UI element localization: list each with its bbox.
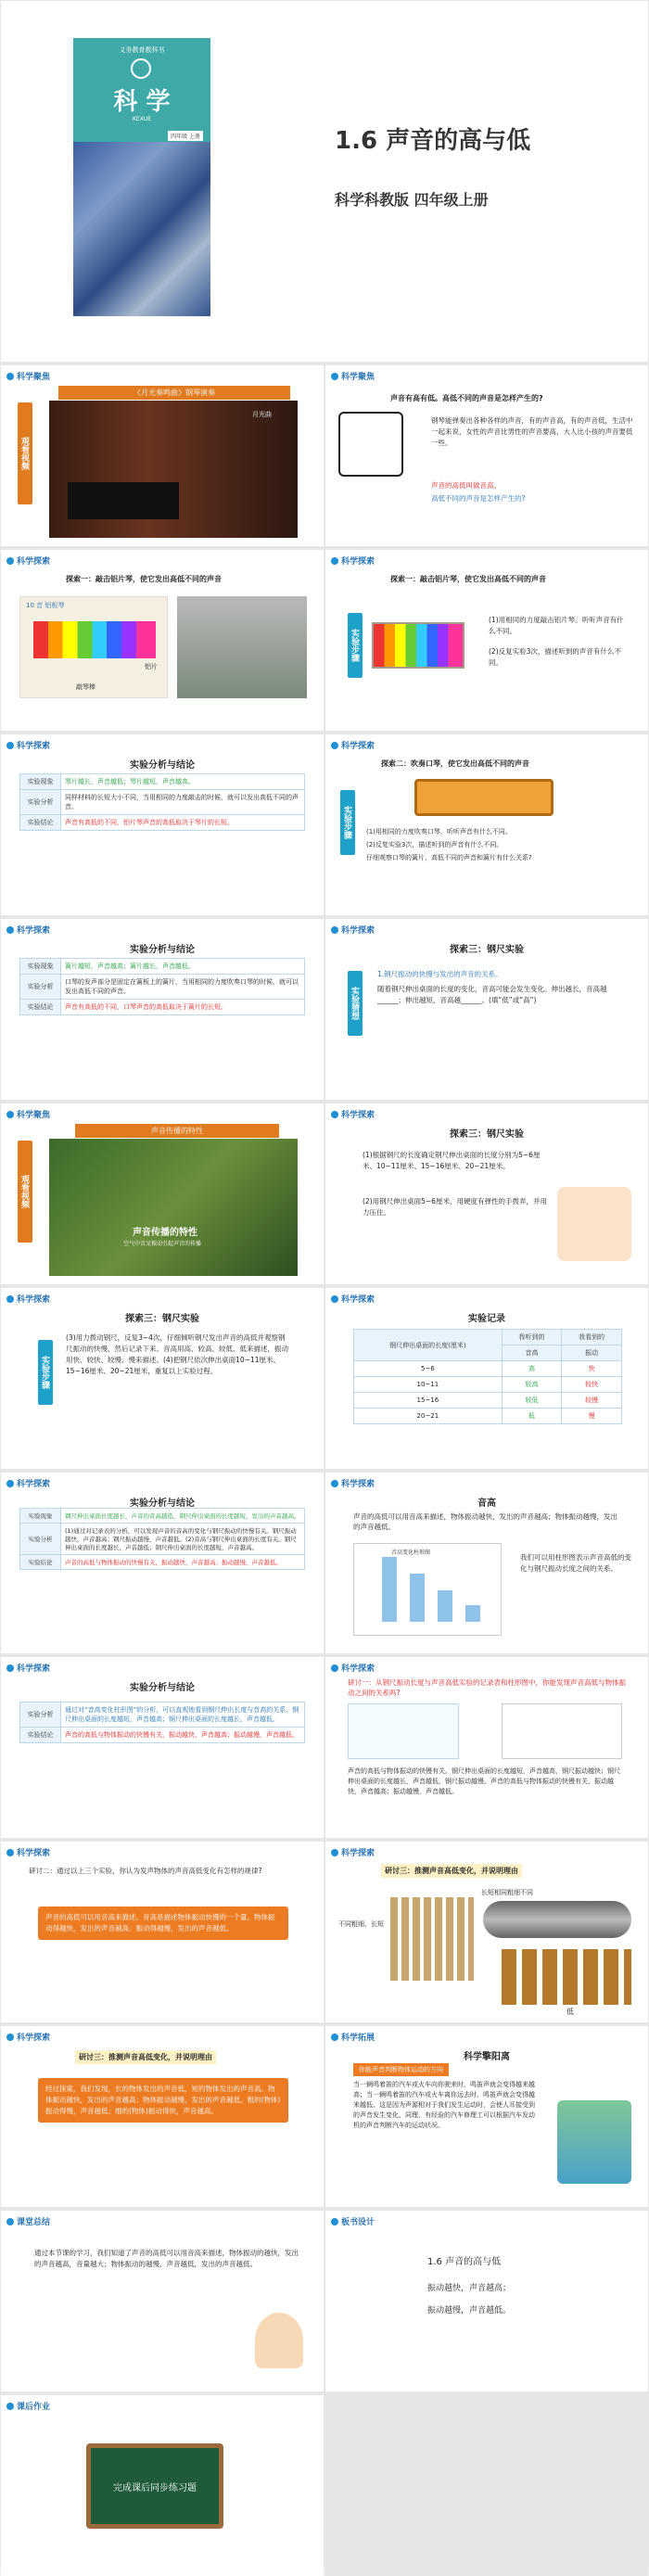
row-body: 声音的高低与物体振动的快慢有关，振动越快，声音越高；振动越慢，声音越低。 [61,1555,305,1570]
slide-analysis1[interactable] [1,734,324,915]
col-heard: 我听到的 [502,1330,562,1345]
dot-icon [6,1111,14,1118]
row-head: 实验分析 [20,975,61,1000]
section-tag [331,739,375,751]
side-label: 实验步骤 [340,790,355,855]
section-tag [6,1108,50,1120]
book-cover-image [73,142,210,316]
edition-label: 科学科教版 四年级上册 [335,191,489,209]
guess-q1: 1.钢尺振动的快慢与发出的声音的关系。 [377,970,503,978]
row-head: 实验结论 [20,815,61,831]
section-tag [6,924,50,936]
slide-explore1-image[interactable] [1,550,324,731]
xylophone-small [372,622,464,669]
tubes-image [390,1897,474,1981]
section-tag [331,370,375,382]
table-row [20,774,305,790]
table-row [354,1377,622,1393]
section-tag [6,2400,50,2412]
cell-vibration: 较快 [562,1377,622,1393]
highlight-2: 高低不同的声音是怎样产生的? [431,494,526,503]
dot-icon [6,926,14,934]
step-2: (2)用钢尺伸出桌面5~6厘米，用硬度有弹性的手拨弄，并用力压住。 [363,1197,547,1217]
section-tag [331,1477,375,1489]
section-tag [331,1662,375,1674]
row-body: 簧片越短，声音越高；簧片越长，声音越低。 [61,959,305,975]
tag-label: 科学探索 [17,1295,51,1305]
section-tag [331,555,375,567]
table-row [20,959,305,975]
label-same-length: 长短相同粗细不同 [481,1889,533,1896]
cell-vibration: 快 [562,1361,622,1377]
pitch-text: 声音的高低可以用音高来描述，物体振动越快，发出的声音越高；物体振动越慢，发出的声音越低。 [353,1512,617,1531]
tag-label: 课堂总结 [17,2218,51,2227]
harmonica-image [414,779,554,816]
tag-label: 科学探索 [341,1849,375,1858]
dot-icon [331,373,338,380]
row-head: 实验现象 [20,1509,61,1524]
row-body: 琴片越长，声音越低；琴片越短，声音越高。 [61,774,305,790]
section-tag [331,924,375,936]
tag-label: 科学探索 [17,557,51,567]
table-header [354,1330,622,1345]
books-image [557,2100,631,2184]
section-tag [6,739,50,751]
slide-video-piano[interactable] [1,365,324,546]
side-label: 观看视频 [18,402,32,504]
dot-icon [331,926,338,934]
slide-title: 研讨三：推测声音高低变化，并说明理由 [75,2050,216,2064]
mallet-label: 敲琴棒 [76,683,95,691]
slide-title: 实验分析与结论 [130,945,195,955]
book-grade: 四年级 上册 [168,131,203,141]
expand-text: 当一辆鸣着笛的汽车或火车向你驶来时，鸣笛声就会变得越来越高；当一辆鸣着笛的汽车或火车离你远去时，鸣笛声就会变得越来越低。这是因为声源相对于我们发生运动时，会使人耳接受到的声音发生变化，同理，有经验的汽车修理工可以根据汽车发动机的声音判断汽车的运动状况。 [353,2081,535,2129]
chalkboard [86,2443,223,2529]
cell-length: 10~11 [354,1377,503,1393]
slide-discussion3-answer[interactable] [1,2026,324,2207]
cell-pitch: 低 [502,1409,562,1424]
tag-label: 课后作业 [17,2403,51,2412]
row-body: 口琴的发声部分是固定在簧板上的簧片，当用相同的力度吹奏口琴的时候，就可以发出高低不同的声音。 [61,975,305,1000]
dot-icon [6,373,14,380]
chart-bar [438,1590,452,1622]
slide-title: 探索三：钢尺实验 [125,1314,199,1324]
video-banner: 《月光奏鸣曲》钢琴演奏 [58,386,290,400]
analysis-table [19,1702,305,1743]
side-label: 实验猜想 [348,971,363,1036]
cell-vibration: 较慢 [562,1393,622,1409]
slide-title: 实验分析与结论 [130,760,195,771]
row-head: 实验分析 [20,1524,61,1555]
row-body: 声音有高低的不同，铝片琴声音的高低取决于琴片的长短。 [61,815,305,831]
lesson-title: 1.6 声音的高与低 [335,127,531,155]
board-text: 完成课后同步练习题 [113,2483,197,2493]
tag-label: 科学探索 [341,1295,375,1305]
slide-title: 探索三：钢尺实验 [450,1129,524,1140]
slide-homework[interactable] [1,2395,324,2576]
dot-icon [331,742,338,749]
book-emblem [131,58,151,79]
book-cover [73,38,210,316]
xylophone-label: 10 音 铝板琴 [26,602,65,609]
xylophone-image [19,596,168,698]
discussion-question: 研讨一：从钢尺振动长度与声音高低实验的记录表和柱形图中，你能发现声音高低与物体振动之间的关系吗? [348,1678,626,1697]
step-2: (2)反复实验3次，描述听到的声音有什么不同。 [366,841,503,848]
slide-title: 实验分析与结论 [130,1683,195,1693]
tag-label: 科学探索 [17,1664,51,1674]
dot-icon [6,1295,14,1303]
section-tag [6,370,50,382]
slide-title: 研讨三：推测声音高低变化，并说明理由 [381,1864,522,1878]
question-text: 声音有高有低。高低不同的声音是怎样产生的? [390,394,543,402]
video-player[interactable] [49,401,298,538]
row-head: 实验分析 [20,1702,61,1728]
chart-bar [465,1605,480,1622]
tag-label: 科学拓展 [341,2034,375,2043]
slide-title: 音高 [477,1498,496,1509]
dot-icon [6,2403,14,2410]
slide-pitch[interactable] [325,1473,648,1653]
method-text: (3)用力拨动钢尺，反复3~4次，仔细倾听钢尺发出声音的高低并观察钢尺振动的快慢，然后记录下来。音高用高、较高、较低、低来描述，振动用快、较快、较慢、慢来描述。(4)把钢尺依次伸出桌面10~11厘米、15~16厘米、20~21厘米，重复以上实验过程。 [66,1333,288,1375]
dot-icon [6,1849,14,1856]
table-row [20,1555,305,1570]
table-row [354,1393,622,1409]
side-label: 实验步骤 [348,613,363,678]
chart-label: 音高变化柱形图 [391,1549,431,1556]
dot-icon [331,1295,338,1303]
student-illustration [557,1187,631,1261]
table-row [20,1702,305,1728]
slide-discussion3-image[interactable] [325,1842,648,2022]
row-body: (1)通过对记录表的分析，可以发现声音的音高的变化与钢尺振动的快慢有关。钢尺振动越快，声音越高；钢尺振动越慢，声音越低。(2)音高与钢尺伸出桌面的长度有关。钢尺伸出桌面的长度越长，声音越低；钢尺伸出桌面的长度越短，声音越高。 [61,1524,305,1555]
tag-label: 科学探索 [17,2034,51,2043]
cell-pitch: 较低 [502,1393,562,1409]
board-line-2: 振动越慢，声音越低。 [427,2306,512,2315]
board-heading: 1.6 声音的高与低 [427,2257,502,2267]
discussion-answer: 声音的高低可以用音高来描述。音高是描述物体振动快慢的一个量。物体振动得越快，发出的声音越高；振动得越慢，发出的声音越低。 [38,1906,288,1940]
mini-chart [502,1703,622,1759]
step-2: (2)反复实验3次，描述听到的声音有什么不同。 [489,647,621,667]
slide-explore2[interactable] [325,734,648,915]
bells-image [502,1949,631,2005]
section-tag [6,1477,50,1489]
dot-icon [331,557,338,565]
slide-title: 探索一：敲击铝片琴，使它发出高低不同的声音 [66,575,222,583]
expand-banner: 你能声音判断物体运动的方向 [353,2063,449,2076]
section-tag [331,1846,375,1858]
dot-icon [331,1111,338,1118]
table-row [20,815,305,831]
slide-record[interactable] [325,1288,648,1469]
summary-text: 通过本节课的学习，我们知道了声音的高低可以用音高来描述，物体振动的越快，发出的声音越高，音量越大；物体振动的越慢，声音越低，发出的声音越低。 [34,2249,299,2268]
dot-icon [6,557,14,565]
slide-explore1-steps[interactable] [325,550,648,731]
step-1: (1)用相同的力度吹奏口琴，听听声音有什么不同。 [366,828,512,835]
tag-label: 科学聚焦 [17,373,51,382]
slide-title: 实验记录 [468,1314,505,1324]
tag-label: 科学探索 [341,557,375,567]
discussion-question: 研讨二：通过以上三个实验，你认为发声物体的声音高低变化有怎样的规律? [29,1867,262,1875]
slide-explore3-method[interactable] [1,1288,324,1469]
bar-chart [353,1543,502,1636]
table-row [354,1361,622,1377]
tag-label: 科学探索 [341,926,375,936]
step-3: 仔细观察口琴的簧片，高低不同的声音和簧片有什么关系? [366,854,532,861]
book-title: 科 学 [113,88,171,116]
dot-icon [6,742,14,749]
highlight-1: 声音的高低叫做音高。 [431,481,501,490]
row-body: 声音的高低与物体振动的快慢有关，振动越快，声音越高；振动越慢，声音越低。 [61,1728,305,1743]
analysis-table [19,1508,305,1570]
section-tag [6,2031,50,2043]
slide-summary[interactable] [1,2211,324,2391]
book-series: 义务教育教科书 [119,46,165,54]
dot-icon [331,2034,338,2041]
record-table [353,1329,622,1424]
slide-analysis2[interactable] [1,919,324,1100]
side-label: 实验步骤 [38,1340,53,1405]
tag-label: 科学探索 [17,1480,51,1489]
tag-label: 科学聚焦 [341,373,375,382]
slide-title: 探索一：敲击铝片琴，使它发出高低不同的声音 [390,575,546,583]
classroom-image [177,596,307,698]
analysis-table [19,773,305,831]
teacher-avatar [255,2313,303,2368]
dot-icon [331,1664,338,1672]
pitch-text-2: 我们可以用柱形图表示声音高低的变化与钢尺振动长度之间的关系。 [520,1553,631,1573]
step-1: (1)用相同的力度敲击铝片琴。听听声音有什么不同。 [489,616,624,635]
tag-label: 科学探索 [17,1849,51,1858]
slide-explore3-guess[interactable] [325,919,648,1100]
table-row [20,1509,305,1524]
col-length: 钢尺伸出桌面的长度(厘米) [354,1330,503,1361]
dot-icon [331,1480,338,1487]
row-head: 实验结论 [20,1000,61,1015]
slide-title: 实验分析与结论 [130,1498,195,1509]
slide-board[interactable] [325,2211,648,2391]
row-head: 实验分析 [20,790,61,815]
dot-icon [6,1480,14,1487]
book-pinyin: KEXUE [132,116,152,122]
tag-label: 科学探索 [341,1480,375,1489]
analysis-table [19,958,305,1015]
piano-image [68,482,179,519]
aluminum-label: 铝片 [145,663,158,670]
tag-label: 板书设计 [341,2218,375,2227]
slide-blank [325,2395,648,2576]
dot-icon [6,2034,14,2041]
dot-icon [331,1849,338,1856]
cell-length: 20~21 [354,1409,503,1424]
slide-analysis3[interactable] [1,1473,324,1653]
section-tag [6,2215,50,2227]
cover-slide[interactable] [1,1,648,362]
table-row [20,1728,305,1743]
tag-label: 科学探索 [17,926,51,936]
cell-vibration: 慢 [562,1409,622,1424]
video-caption: 月光曲 [252,411,272,418]
col-pitch: 音高 [502,1345,562,1361]
video-player[interactable] [49,1139,298,1276]
slide-analysis4[interactable] [1,1657,324,1838]
piano-icon [338,412,403,477]
row-body: 声音有高低的不同，口琴声音的高低取决于簧片的长短。 [61,1000,305,1015]
slide-question[interactable] [325,365,648,546]
xylophone-bars [33,621,156,658]
row-head: 实验结论 [20,1555,61,1570]
video-banner: 声音传播的特性 [75,1124,279,1138]
discussion-answer: 经过探索，我们发现，长的物体发出的声音低，短的物体发出的声音高。物体振动越快，发出的声音越高；物体振动越慢，发出的声音越低。粗的(物体)振动得慢，声音越低；细的(物体)振动得快，声音越高。 [38,2078,288,2123]
tag-label: 科学聚焦 [17,1111,51,1120]
section-tag [6,555,50,567]
row-head: 实验结论 [20,1728,61,1743]
section-tag [331,2215,375,2227]
slide-title: 科学擎阳离 [464,2052,510,2062]
label-thickness: 不同粗细、长短 [338,1920,384,1928]
guess-q2: 随着钢尺伸出桌面的长度的变化，音高可能会发生变化。伸出越长，音高越______；伸出越短，音高越______。(填“低”或“高”) [377,985,607,1004]
section-tag [6,1846,50,1858]
dot-icon [6,2218,14,2225]
row-body: 钢尺伸出桌面长度越长，声音的音高越低，钢尺伸出桌面的长度越短，发出的声音越高。 [61,1509,305,1524]
slide-title: 探索三：钢尺实验 [450,945,524,955]
cell-pitch: 较高 [502,1377,562,1393]
section-tag [331,1293,375,1305]
discussion-answer: 声音的高低与物体振动的快慢有关。钢尺伸出桌面的长度越短，声音越高，钢尺振动越快；钢尺伸出桌面的长度越长，声音越低，钢尺振动越慢。声音的高低与物体振动的快慢有关，振动越快，声音越高；振动越慢，声音越低。 [348,1767,620,1795]
side-label: 观看视频 [18,1141,32,1243]
body-text: 钢琴能弹奏出各种各样的声音，有的声音高，有的声音低，生活中一起来说，女性的声音比男性的声音要高，大人比小孩的声音要低一些。 [431,416,633,447]
section-tag [331,1108,375,1120]
dot-icon [331,2218,338,2225]
row-body: 同样材料的长短大小不同，当用相同的力度敲击的时候，就可以发出高低不同的声音。 [61,790,305,815]
section-tag [6,1662,50,1674]
pipes-image [483,1901,631,1938]
mini-table [348,1703,459,1759]
step-1: (1)根据钢尺的长度确定钢尺伸出桌面的长度分别为5~6厘米、10~11厘米、15~16厘米、20~21厘米。 [363,1151,541,1170]
section-tag [331,2031,375,2043]
cell-length: 15~16 [354,1393,503,1409]
board-line-1: 振动越快，声音越高； [427,2284,512,2293]
video-title: 声音传播的特性 [133,1228,197,1238]
slide-video-sound[interactable] [1,1103,324,1284]
label-low: 低 [566,2008,574,2016]
table-row [20,790,305,815]
table-row [20,1524,305,1555]
tag-label: 科学探索 [17,742,51,751]
tag-label: 科学探索 [341,1111,375,1120]
col-vibration: 振动 [562,1345,622,1361]
table-row [20,1000,305,1015]
section-tag [6,1293,50,1305]
slide-expand[interactable] [325,2026,648,2207]
table-row [354,1409,622,1424]
row-head: 实验现象 [20,959,61,975]
row-body: 通过对“音高变化柱形图”的分析，可以直观地看到钢尺伸出长度与音高的关系，钢尺伸出桌面的长度越短，声音越高；钢尺伸出桌面的长度越长，声音越低。 [61,1702,305,1728]
cell-length: 5~6 [354,1361,503,1377]
slide-explore3-steps[interactable] [325,1103,648,1284]
chart-bar [382,1557,397,1622]
slide-title: 探索二：吹奏口琴，使它发出高低不同的声音 [381,759,529,768]
col-seen: 我看到的 [562,1330,622,1345]
cell-pitch: 高 [502,1361,562,1377]
chart-bar [410,1574,425,1622]
slide-discussion1[interactable] [325,1657,648,1838]
table-row [20,975,305,1000]
tag-label: 科学探索 [341,742,375,751]
video-subtitle: 空气中音叉振动引起声音的传播 [123,1241,202,1247]
row-head: 实验现象 [20,774,61,790]
slide-discussion2[interactable] [1,1842,324,2022]
dot-icon [6,1664,14,1672]
tag-label: 科学探索 [341,1664,375,1674]
